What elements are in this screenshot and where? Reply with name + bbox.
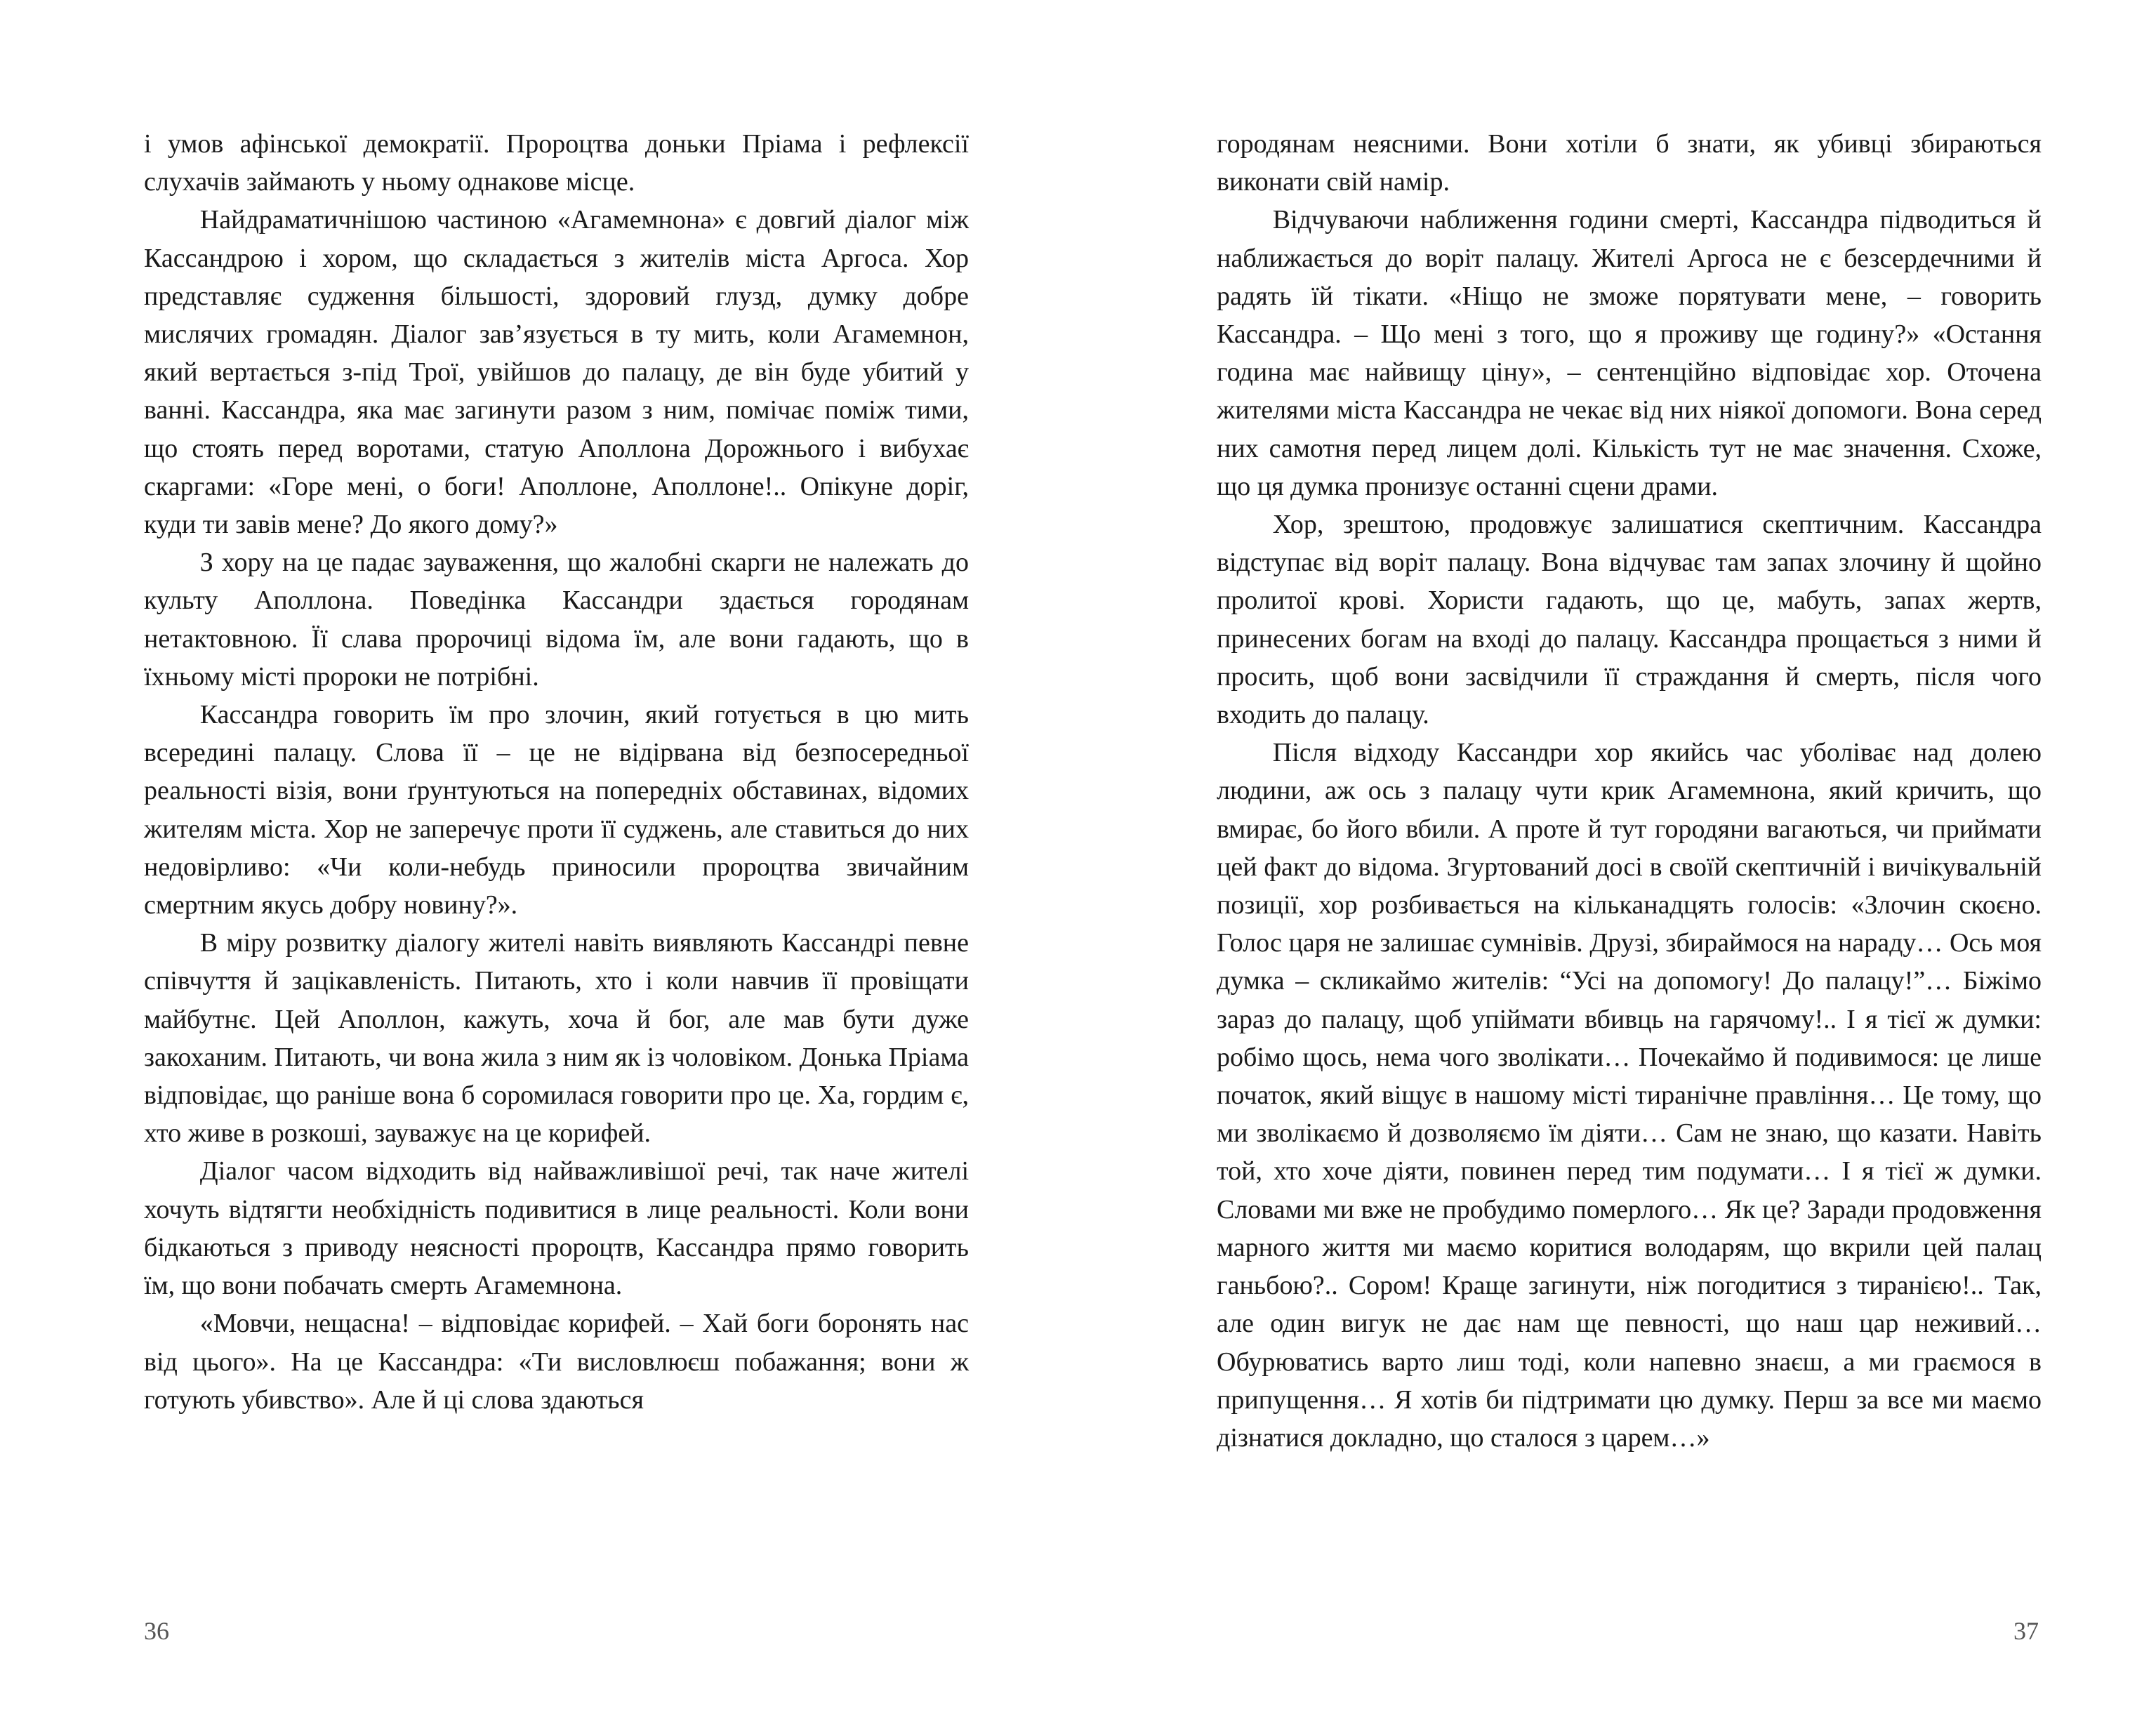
right-page-text <box>1217 125 2042 1457</box>
paragraph: Відчуваючи наближення години смерті, Кассандра підводиться й наближається до воріт палацу. Жителі Аргоса не є безсердечними й радять їй тікати. «Ніщо не зможе порятувати мене, – говорить Кассандра. – Що мені з того, що я проживу ще годину?» «Остання година має найвищу ціну», – сентенційно відповідає хор. Оточена жителями міста Кассандра не чекає від них ніякої допомоги. Вона серед них самотня перед лицем долі. Кількість тут не має значення. Схоже, що ця думка пронизує останні сцени драми. <box>1217 205 2042 501</box>
right-page <box>1078 0 2156 1725</box>
paragraph: Діалог часом відходить від найважливішої речі, так наче жителі хочуть відтягти необхідність подивитися в лице реальності. Коли вони бідкаються з приводу неясності пророцтв, Кассандра прямо говорить їм, що вони побачать смерть Агамемнона. <box>144 1156 969 1301</box>
paragraph: і умов афінської демократії. Пророцтва доньки Пріама і рефлексії слухачів займають у ньому однакове місце. <box>144 129 969 197</box>
paragraph: З хору на це падає зауваження, що жалобні скарги не належать до культу Аполлона. Поведінка Кассандри здається городянам нетактовною. Її слава пророчиці відома їм, але вони гадають, що в їхньому місті пророки не потрібні. <box>144 548 969 692</box>
paragraph: Кассандра говорить їм про злочин, який готується в цю мить всередині палацу. Слова її – це не відірвана від безпосередньої реальності візія, вони ґрунтуються на попередніх обставинах, відомих жителям міста. Хор не заперечує проти її суджень, але ставиться до них недовірливо: «Чи коли-небудь приносили пророцтва звичайним смертним якусь добру новину?». <box>144 700 969 920</box>
paragraph: Після відходу Кассандри хор якийсь час уболіває над долею людини, аж ось з палацу чути крик Агамемнона, який кричить, що вмирає, бо його вбили. А проте й тут городяни вагаються, чи приймати цей факт до відома. Згуртований досі в своїй скептичній і вичікувальній позиції, хор розбивається на кільканадцять голосів: «Злочин скоєно. Голос царя не залишає сумнівів. Друзі, збираймося на нараду… Ось моя думка – скликаймо жителів: “Усі на допомогу! До палацу!”… Біжімо зараз до палацу, щоб упіймати вбивць на гарячому!.. І я тієї ж думки: робімо щось, нема чого зволікати… Почекаймо й подивимося: це лише початок, який віщує в нашому місті тиранічне правління… Це тому, що ми зволікаємо й дозволяємо їм діяти… Сам не знаю, що казати. Навіть той, хто хоче діяти, повинен перед тим подумати… І я тієї ж думки. Словами ми вже не пробудимо померлого… Як це? Заради продовження марного життя ми маємо коритися володарям, що вкрили цей палац ганьбою?.. Сором! Краще загинути, ніж погодитися з тиранією!.. Так, але один вигук не дає нам ще певності, що наш цар неживий… Обурюватись варто лиш тоді, коли напевно знаєш, а ми граємося в припущення… Я хотів би підтримати цю думку. Перш за все ми маємо дізнатися докладно, що сталося з царем…» <box>1217 738 2042 1453</box>
left-page-text <box>144 125 969 1419</box>
page-number-left: 36 <box>144 1617 169 1645</box>
page-number-right: 37 <box>2013 1617 2039 1645</box>
paragraph: «Мовчи, нещасна! – відповідає корифей. – Хай боги боронять нас від цього». На це Кассандра: «Ти висловлюєш побажання; вони ж готують убивство». Але й ці слова здаються <box>144 1309 969 1415</box>
paragraph: Найдраматичнішою частиною «Агамемнона» є довгий діалог між Кассандрою і хором, що складається з жителів міста Аргоса. Хор представляє судження більшості, здоровий глузд, думку добре мислячих громадян. Діалог зав’язується в ту мить, коли Агамемнон, який вертається з-під Трої, увійшов до палацу, де він буде убитий у ванні. Кассандра, яка має загинути разом з ним, помічає поміж тими, що стоять перед воротами, статую Аполлона Дорожнього і вибухає скаргами: «Горе мені, о боги! Аполлоне, Аполлоне!.. Опікуне доріг, куди ти завів мене? До якого дому?» <box>144 205 969 540</box>
paragraph: В міру розвитку діалогу жителі навіть виявляють Кассандрі певне співчуття й зацікавленість. Питають, хто і коли навчив її провіщати майбутнє. Цей Аполлон, кажуть, хоча й бог, але мав бути дуже закоханим. Питають, чи вона жила з ним як із чоловіком. Донька Пріама відповідає, що раніше вона б соромилася говорити про це. Ха, гордим є, хто живе в розкоші, зауважує на це корифей. <box>144 928 969 1149</box>
paragraph: Хор, зрештою, продовжує залишатися скептичним. Кассандра відступає від воріт палацу. Вона відчуває там запах злочину й щойно пролитої крові. Хористи гадають, що це, мабуть, запах жертв, принесених богам на вході до палацу. Кассандра прощається з ними й просить, щоб вони засвідчили її страждання й смерть, після чого входить до палацу. <box>1217 510 2042 730</box>
paragraph: городянам неясними. Вони хотіли б знати, як убивці збираються виконати свій намір. <box>1217 129 2042 197</box>
